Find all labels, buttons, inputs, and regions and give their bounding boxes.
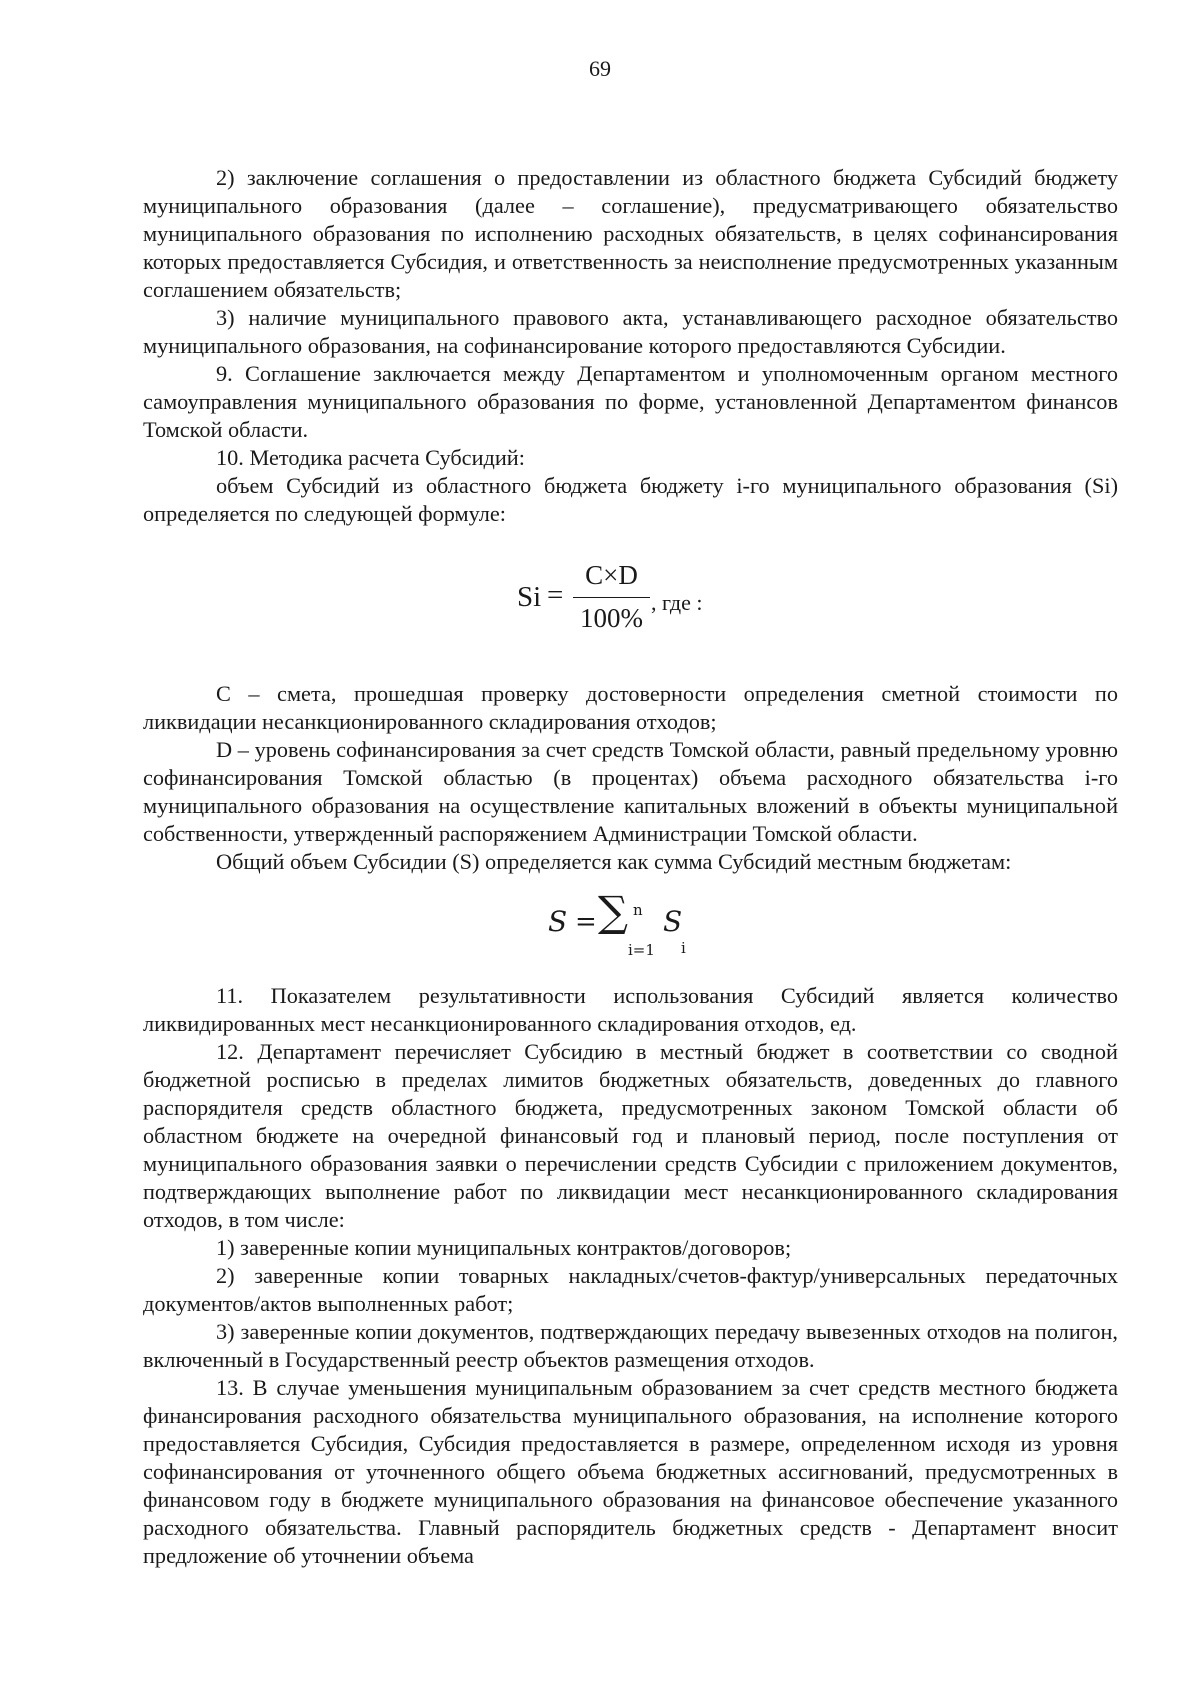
paragraph: 3) наличие муниципального правового акта, устанавливающего расходное обязательство муниципального образования, на софинансирование которого предоставляются Субсидии. bbox=[143, 305, 1118, 358]
paragraph: объем Субсидий из областного бюджета бюджету i-го муниципального образования (Si) определяется по следующей формуле: bbox=[143, 473, 1118, 526]
sum-upper-limit: n bbox=[633, 901, 643, 919]
paragraph: 1) заверенные копии муниципальных контрактов/договоров; bbox=[216, 1235, 792, 1260]
sum-term-subscript: i bbox=[681, 939, 686, 957]
formula-lhs: Si bbox=[517, 581, 542, 613]
sigma-symbol: ∑ bbox=[598, 887, 628, 936]
paragraph: 10. Методика расчета Субсидий: bbox=[216, 445, 525, 470]
paragraph: 9. Соглашение заключается между Департаментом и уполномоченным органом местного самоуправления муниципального образования по форме, установленной Департаментом финансов Томской области. bbox=[143, 361, 1118, 442]
paragraph: D – уровень софинансирования за счет средств Томской области, равный предельному уровню софинансирования Томской областью (в процентах) объема расходного обязательства i-го муниципального образования на осуществление капитальных вложений в объекты муниципальной собственности, утвержденный распоряжением Администрации Томской области. bbox=[143, 737, 1118, 846]
paragraph: Общий объем Субсидии (S) определяется как сумма Субсидий местным бюджетам: bbox=[216, 849, 1012, 874]
subsidy-formula bbox=[143, 561, 1118, 643]
page-number: 69 bbox=[589, 56, 611, 81]
document-body bbox=[143, 164, 1118, 1570]
formula-numerator: C×D bbox=[585, 560, 638, 590]
fraction-bar bbox=[573, 597, 650, 598]
sum-lower-limit: i=1 bbox=[628, 941, 655, 959]
sum-lhs: S bbox=[548, 905, 568, 938]
formula-denominator: 100% bbox=[580, 603, 643, 633]
paragraph: C – смета, прошедшая проверку достоверности определения сметной стоимости по ликвидации несанкционированного складирования отходов; bbox=[143, 681, 1118, 734]
sum-formula bbox=[143, 887, 1118, 962]
formula-tail: , где : bbox=[651, 590, 703, 615]
paragraph: 11. Показателем результативности использования Субсидий является количество ликвидированных мест несанкционированного складирования отходов, ед. bbox=[143, 983, 1118, 1036]
sum-equals: = bbox=[575, 907, 597, 937]
sum-term: S bbox=[663, 905, 683, 938]
paragraph: 2) заключение соглашения о предоставлении из областного бюджета Субсидий бюджету муниципального образования (далее – соглашение), предусматривающего обязательство муниципального образования по исполнению расходных обязательств, в целях софинансирования которых предоставляется Субсидия, и ответственность за неисполнение предусмотренных указанным соглашением обязательств; bbox=[143, 165, 1118, 302]
paragraph: 12. Департамент перечисляет Субсидию в местный бюджет в соответствии со сводной бюджетной росписью в пределах лимитов бюджетных обязательств, доведенных до главного распорядителя средств областного бюджета, предусмотренных законом Томской области об областном бюджете на очередной финансовый год и плановый период, после поступления от муниципального образования заявки о перечислении средств Субсидии с приложением документов, подтверждающих выполнение работ по ликвидации мест несанкционированного складирования отходов, в том числе: bbox=[143, 1039, 1118, 1232]
formula-equals: = bbox=[547, 579, 564, 611]
paragraph: 13. В случае уменьшения муниципальным образованием за счет средств местного бюджета финансирования расходного обязательства муниципального образования, на исполнение которого предоставляется Субсидия, Субсидия предоставляется в размере, определенном исходя из уровня софинансирования от уточненного общего объема бюджетных ассигнований, предусмотренных в финансовом году в бюджете муниципального образования на финансовое обеспечение указанного расходного обязательства. Главный распорядитель бюджетных средств - Департамент вносит предложение об уточнении объема bbox=[143, 1375, 1118, 1568]
paragraph: 3) заверенные копии документов, подтверждающих передачу вывезенных отходов на полигон, включенный в Государственный реестр объектов размещения отходов. bbox=[143, 1319, 1118, 1372]
paragraph: 2) заверенные копии товарных накладных/счетов-фактур/универсальных передаточных документов/актов выполненных работ; bbox=[143, 1263, 1118, 1316]
